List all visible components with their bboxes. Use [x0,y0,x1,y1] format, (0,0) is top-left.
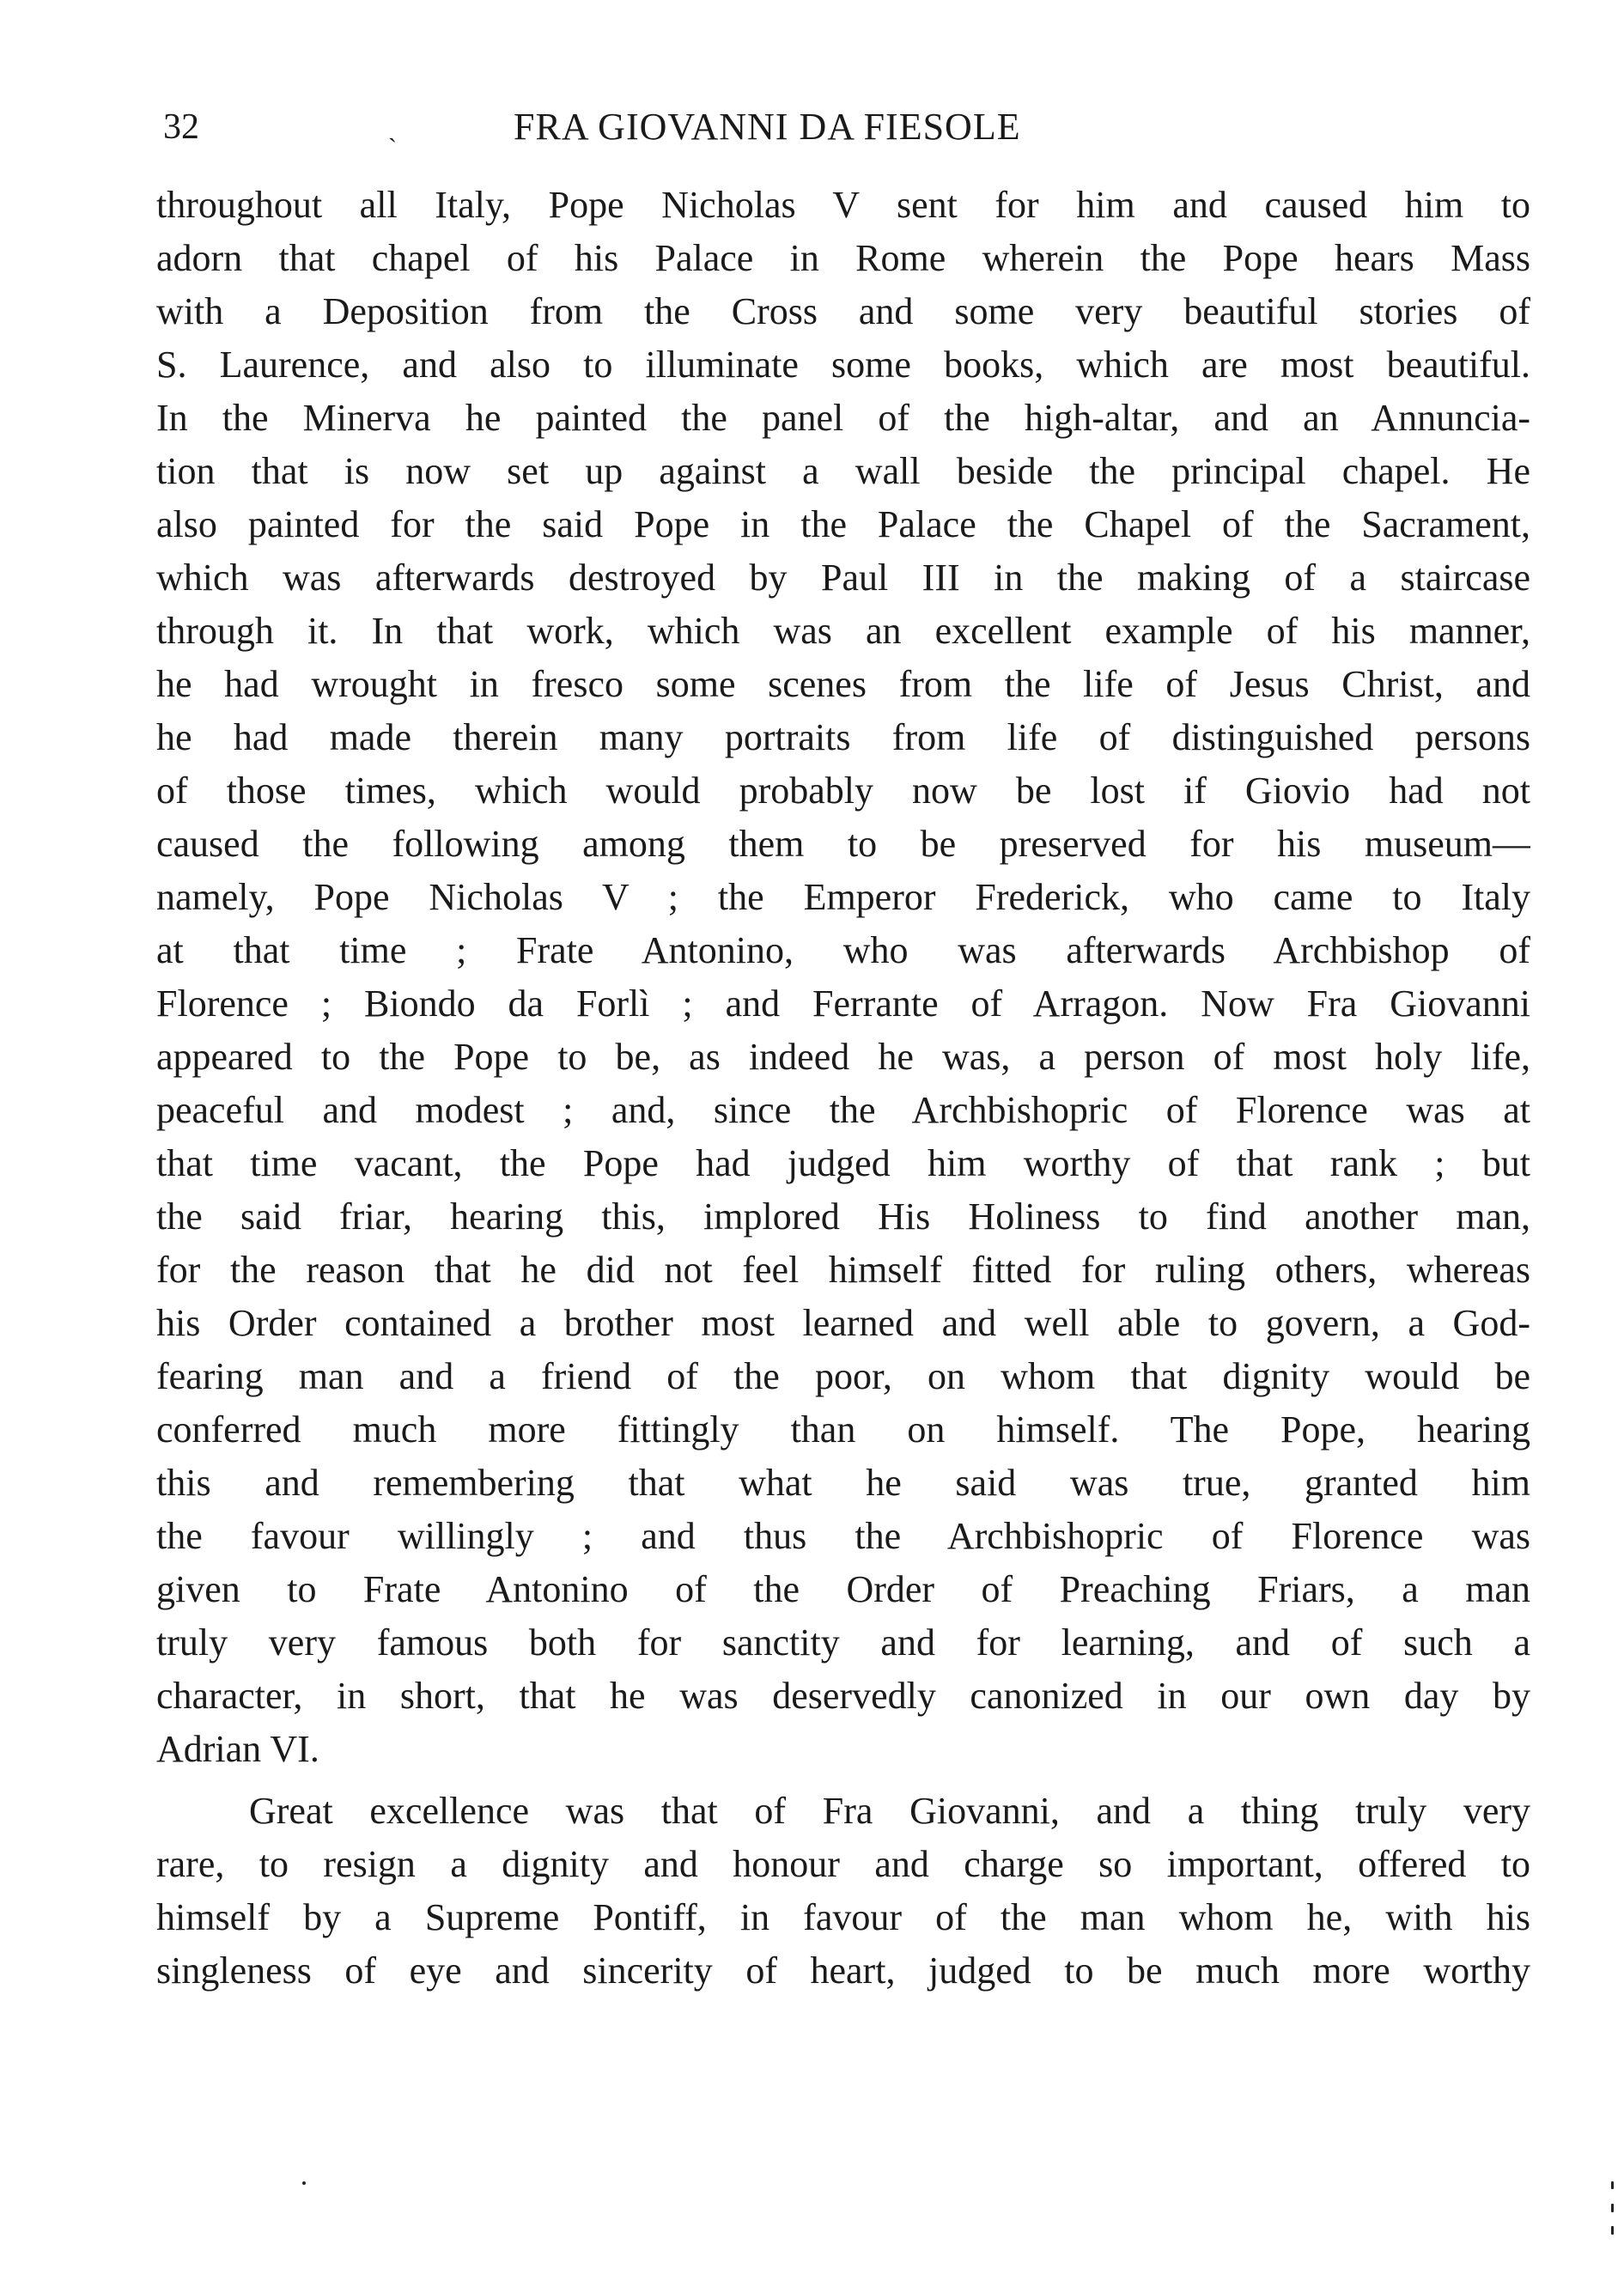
text-line: his Order contained a brother most learned and well able to govern, a God- [156,1302,1530,1344]
text-line: S. Laurence, and also to illuminate some books, which are most beautiful. [156,344,1530,386]
text-line: singleness of eye and sincerity of heart, judged to be much more worthy [156,1949,1530,1992]
text-line: the favour willingly ; and thus the Archbishopric of Florence was [156,1515,1530,1557]
text-line: namely, Pope Nicholas V ; the Emperor Frederick, who came to Italy [156,876,1530,918]
text-line: tion that is now set up against a wall beside the principal chapel. He [156,450,1530,492]
scan-speck [302,2181,306,2185]
scan-speck [1611,2181,1614,2189]
text-line: at that time ; Frate Antonino, who was afterwards Archbishop of [156,929,1530,971]
text-line: with a Deposition from the Cross and some very beautiful stories of [156,290,1530,332]
text-line: caused the following among them to be preserved for his museum— [156,823,1530,865]
text-line: of those times, which would probably now be lost if Giovio had not [156,769,1530,812]
text-line: fearing man and a friend of the poor, on whom that dignity would be [156,1355,1530,1397]
running-head [155,101,1529,153]
paragraph [156,179,1530,1776]
text-line: character, in short, that he was deservedly canonized in our own day by [156,1675,1530,1717]
stray-ink-mark: ˎ [388,114,397,143]
text-line: he had wrought in fresco some scenes from the life of Jesus Christ, and [156,663,1530,705]
scan-speck [1611,2204,1614,2212]
text-line: adorn that chapel of his Palace in Rome wherein the Pope hears Mass [156,237,1530,279]
text-line: appeared to the Pope to be, as indeed he was, a person of most holy life, [156,1036,1530,1078]
text-line: truly very famous both for sanctity and for learning, and of such a [156,1621,1530,1664]
text-line: for the reason that he did not feel himself fitted for ruling others, whereas [156,1249,1530,1291]
text-line: conferred much more fittingly than on himself. The Pope, hearing [156,1408,1530,1451]
body-text [156,179,1530,1998]
text-line: given to Frate Antonino of the Order of Preaching Friars, a man [156,1568,1530,1610]
running-title: FRA GIOVANNI DA FIESOLE [514,106,1021,148]
text-line: through it. In that work, which was an excellent example of his manner, [156,610,1530,652]
text-line: which was afterwards destroyed by Paul III in the making of a staircase [156,557,1530,599]
text-line: Florence ; Biondo da Forlì ; and Ferrante of Arragon. Now Fra Giovanni [156,982,1530,1025]
paragraph-gap [156,1776,1530,1785]
text-line: the said friar, hearing this, implored His Holiness to find another man, [156,1195,1530,1238]
text-line: also painted for the said Pope in the Palace the Chapel of the Sacrament, [156,503,1530,545]
text-line: In the Minerva he painted the panel of the high-altar, and an Annuncia- [156,397,1530,439]
paragraph [156,1785,1530,1998]
page-number: 32 [163,107,199,147]
text-line: Great excellence was that of Fra Giovanni, and a thing truly very [249,1790,1530,1832]
text-line: himself by a Supreme Pontiff, in favour of the man whom he, with his [156,1896,1530,1938]
text-line: Adrian VI. [156,1728,319,1770]
text-line: that time vacant, the Pope had judged him worthy of that rank ; but [156,1142,1530,1184]
text-line: rare, to resign a dignity and honour and charge so important, offered to [156,1843,1530,1885]
text-line: peaceful and modest ; and, since the Archbishopric of Florence was at [156,1089,1530,1131]
text-line: throughout all Italy, Pope Nicholas V sent for him and caused him to [156,184,1530,226]
text-line: he had made therein many portraits from life of distinguished persons [156,716,1530,758]
text-line: this and remembering that what he said was true, granted him [156,1462,1530,1504]
scan-speck [1611,2226,1614,2235]
